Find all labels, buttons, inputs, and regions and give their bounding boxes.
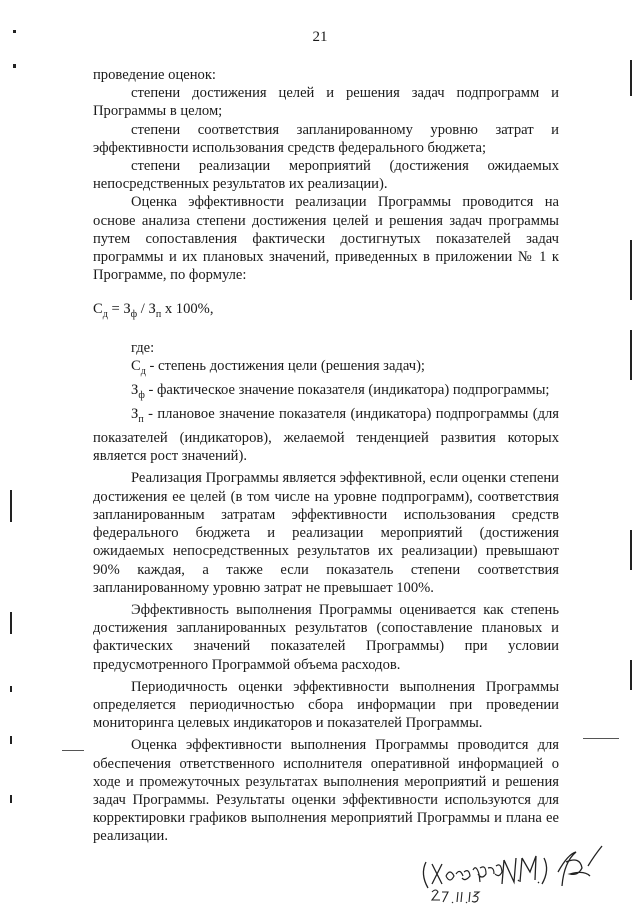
paragraph: степени реализации мероприятий (достижения ожидаемых непосредственных результатов их реализации).: [93, 158, 559, 193]
scan-mark: [10, 686, 12, 692]
scan-mark: [10, 795, 12, 803]
definition: $З_ф$ - фактическое значение показателя (индикатора) подпрограммы;: [131, 381, 550, 401]
scan-mark: [13, 64, 16, 68]
scan-mark: [13, 30, 16, 33]
document-body: [93, 66, 559, 846]
scan-mark: [630, 660, 632, 690]
page-number: 21: [312, 29, 328, 45]
scan-mark: [630, 60, 632, 96]
formula: $С_д = З_ф / З_п$ х 100%,: [93, 301, 214, 321]
scan-line: [62, 750, 84, 751]
scan-mark: [10, 612, 12, 634]
paragraph: Реализация Программы является эффективной, если оценки степени достижения ее целей (в том числе на уровне подпрограмм), соответствия запланированным затратам эффективности использования средств федерального бюджета и реализации мероприятий (достижения ожидаемых непосредственных результатов их реализации) превышают 90% каждая, а также если показатель степени соответствия запланированному уровню затрат не превышает 100%.: [93, 470, 559, 596]
where-label: где:: [131, 339, 155, 356]
definition: $З_п$ - плановое значение показателя (индикатора) подпрограммы (для показателей (индикаторов), желаемой тенденцией развития которых является рост значений).: [93, 405, 559, 465]
scan-mark: [10, 490, 12, 522]
scan-mark: [10, 736, 12, 744]
paragraph: Периодичность оценки эффективности выполнения Программы определяется периодичностью сбора информации при проведении мониторинга целевых индикаторов и показателей Программы.: [93, 678, 559, 732]
scan-mark: [630, 530, 632, 570]
paragraph: Оценка эффективности выполнения Программы проводится для обеспечения ответственного исполнителя оперативной информацией о ходе и промежуточных результатах выполнения мероприятий и решения задач Программы. Результаты оценки эффективности используются для корректировки графиков выполнения мероприятий Программы и плана ее реализации.: [93, 737, 559, 845]
scan-line: [583, 738, 619, 739]
signature-image: [418, 842, 608, 904]
scan-mark: [630, 330, 632, 380]
handwritten-signature: [418, 842, 608, 904]
scan-mark: [630, 240, 632, 300]
definition: $С_д$ - степень достижения цели (решения задач);: [131, 357, 425, 377]
paragraph: степени достижения целей и решения задач подпрограмм и Программы в целом;: [93, 85, 559, 120]
paragraph: степени соответствия запланированному уровню затрат и эффективности использования средств федерального бюджета;: [93, 121, 559, 156]
paragraph: Оценка эффективности реализации Программы проводится на основе анализа степени достижения целей и решения задач программы путем сопоставления фактически достигнутых показателей задач программы и их плановых значений, приведенных в приложении № 1 к Программе, по формуле:: [93, 194, 559, 284]
paragraph: Эффективность выполнения Программы оценивается как степень достижения запланированных результатов (сопоставление плановых и фактических значений показателей Программы) при условии предусмотренного Программой объема расходов.: [93, 601, 559, 673]
paragraph: проведение оценок:: [93, 67, 216, 83]
